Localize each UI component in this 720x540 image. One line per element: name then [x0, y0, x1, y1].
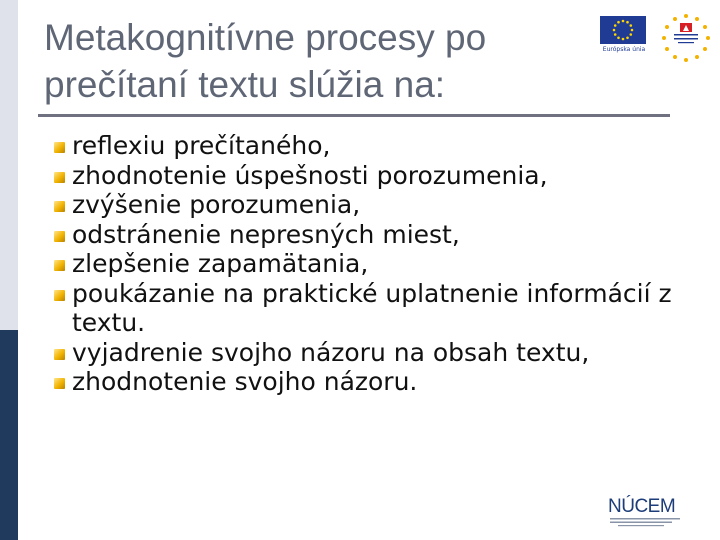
- eu-flag-logo: [598, 16, 648, 60]
- bullet-text: reflexiu prečítaného,: [72, 131, 331, 160]
- nucem-tagline-lines-icon: [608, 517, 686, 527]
- bullet-item: [56, 338, 696, 368]
- square-bullet-icon: [54, 290, 65, 301]
- bullet-item: [56, 279, 696, 338]
- nucem-logo: [608, 496, 686, 530]
- eu-caption: Európska únia: [602, 46, 646, 53]
- bullet-text: zhodnotenie svojho názoru.: [72, 367, 418, 396]
- bullet-text: zhodnotenie úspešnosti porozumenia,: [72, 160, 548, 190]
- square-bullet-icon: [54, 172, 65, 183]
- square-bullet-icon: [54, 231, 65, 242]
- eu-flag-icon: [600, 16, 646, 44]
- square-bullet-icon: [54, 260, 65, 271]
- bullet-item: [56, 131, 696, 161]
- square-bullet-icon: [54, 201, 65, 212]
- bullet-item: [56, 367, 696, 397]
- bullet-text: vyjadrenie svojho názoru na obsah textu,: [72, 337, 590, 367]
- bullet-item: [56, 161, 696, 191]
- slovak-emblem-logo: [660, 12, 712, 64]
- slide-title-line-1: Metakognitívne procesy po: [44, 17, 487, 58]
- slide-title-line-2: prečítaní textu slúžia na:: [44, 64, 446, 105]
- bullet-text: odstránenie nepresných miest,: [72, 219, 460, 249]
- title-divider: [38, 114, 670, 117]
- left-accent-bar: [0, 0, 18, 540]
- bullet-text: poukázanie na praktické uplatnenie informácií z textu.: [72, 278, 672, 337]
- slide-title: [44, 14, 604, 108]
- square-bullet-icon: [54, 378, 65, 389]
- square-bullet-icon: [54, 349, 65, 360]
- bullet-text: zlepšenie zapamätania,: [72, 249, 369, 278]
- nucem-logo-name: NÚCEM: [608, 496, 676, 517]
- star-ring-emblem-icon: [660, 12, 712, 64]
- bullet-text: zvýšenie porozumenia,: [72, 190, 361, 219]
- square-bullet-icon: [54, 142, 65, 153]
- bullet-item: [56, 220, 696, 250]
- bullet-item: [56, 249, 696, 279]
- bullet-item: [56, 190, 696, 220]
- bullet-list: [56, 131, 696, 397]
